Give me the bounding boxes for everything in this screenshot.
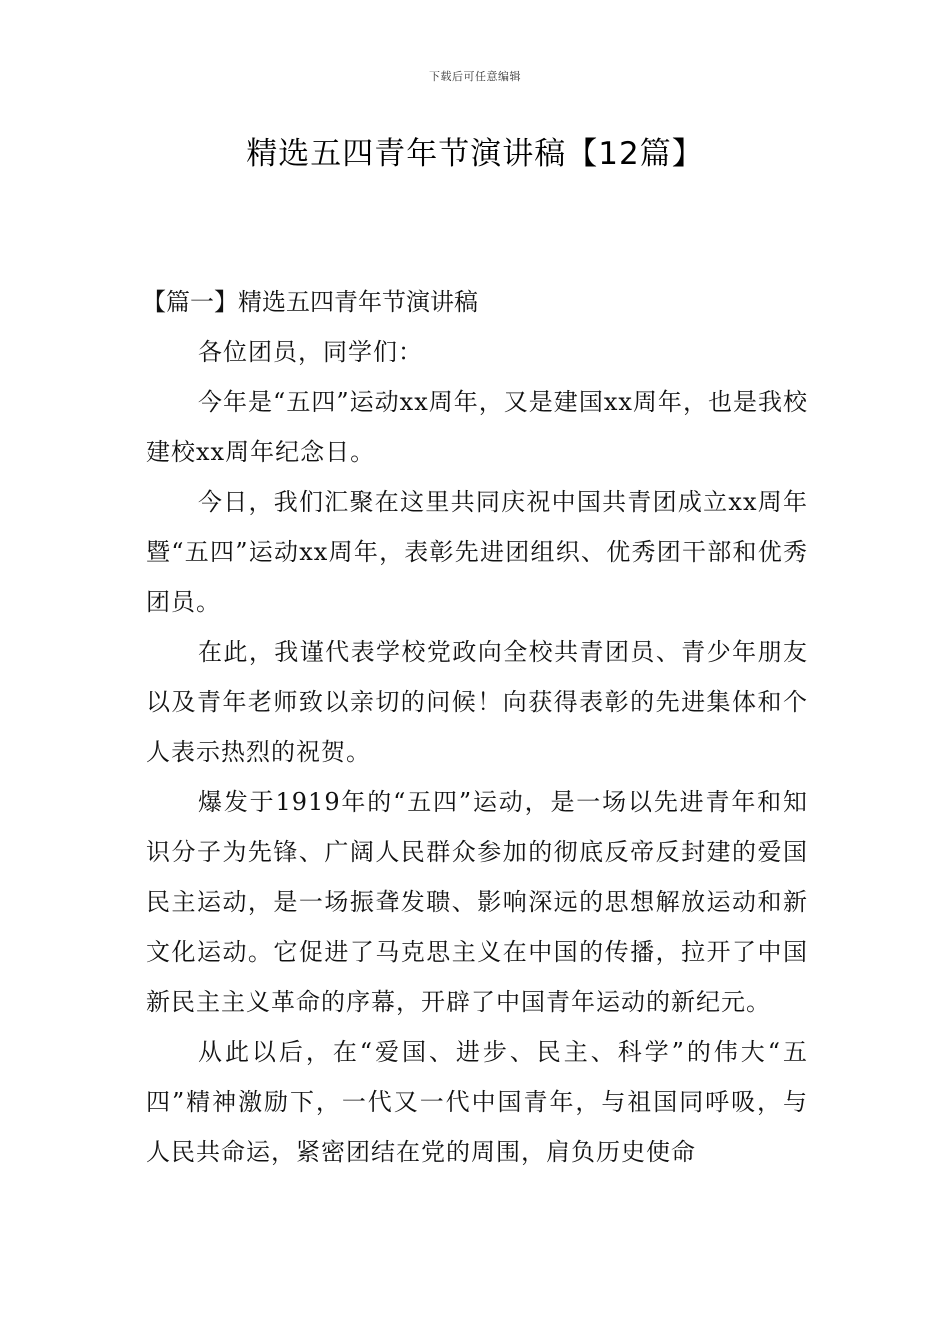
section-heading: 【篇一】精选五四青年节演讲稿 [142,288,478,316]
paragraph: 今年是“五四”运动xx周年，又是建国xx周年，也是我校建校xx周年纪念日。 [146,388,808,466]
paragraph: 爆发于1919年的“五四”运动，是一场以先进青年和知识分子为先锋、广阔人民群众参加的彻底反帝反封建的爱国民主运动，是一场振聋发聩、影响深远的思想解放运动和新文化运动。它促进了马克思主义在中国的传播，拉开了中国新民主主义革命的序幕，开辟了中国青年运动的新纪元。 [146,788,808,1016]
document-body [142,277,808,1177]
document-title: 精选五四青年节演讲稿【12篇】 [246,136,704,172]
header-note: 下载后可任意编辑 [429,70,521,83]
paragraph: 今日，我们汇聚在这里共同庆祝中国共青团成立xx周年暨“五四”运动xx周年，表彰先进团组织、优秀团干部和优秀团员。 [146,488,808,616]
paragraph-greeting: 各位团员，同学们： [198,338,423,366]
paragraph: 在此，我谨代表学校党政向全校共青团员、青少年朋友以及青年老师致以亲切的问候！向获得表彰的先进集体和个人表示热烈的祝贺。 [146,638,808,766]
paragraph: 从此以后，在“爱国、进步、民主、科学”的伟大“五四”精神激励下，一代又一代中国青年，与祖国同呼吸，与人民共命运，紧密团结在党的周围，肩负历史使命 [146,1038,808,1166]
